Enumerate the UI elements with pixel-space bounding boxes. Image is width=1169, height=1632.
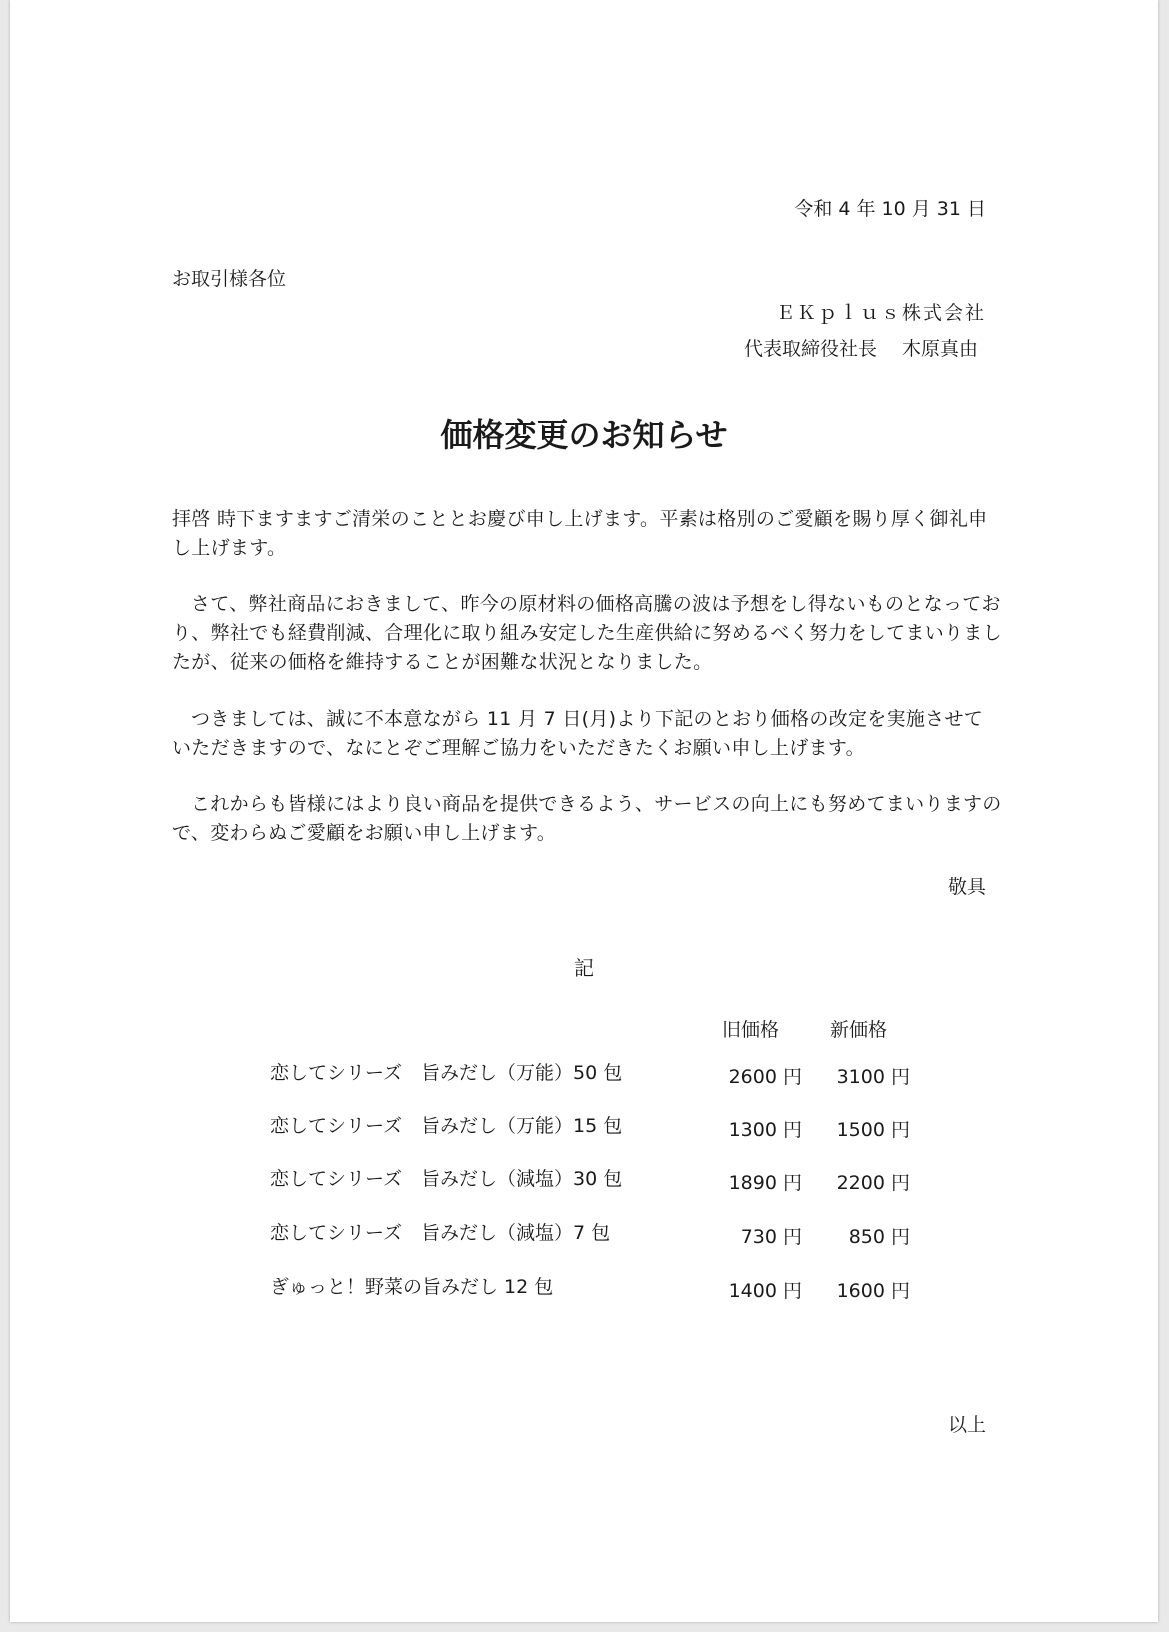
letter-date: 令和 4 年 10 月 31 日 — [794, 198, 986, 220]
old-price: 1300 円 — [728, 1119, 802, 1141]
table-row — [10, 1111, 1158, 1141]
product-name: 恋してシリーズ 旨みだし（減塩）7 包 — [270, 1222, 611, 1244]
paragraph-announcement: つきましては、誠に不本意ながら 11 月 7 日(月)より下記のとおり価格の改定を実施させていただきますので、なにとぞご理解ご協力をいただきたくお願い申し上げます。 — [172, 708, 984, 759]
new-price: 3100 円 — [836, 1066, 910, 1088]
table-row — [10, 1218, 1158, 1248]
product-name: ぎゅっと！野菜の旨みだし 12 包 — [270, 1276, 554, 1298]
new-price: 1500 円 — [836, 1119, 910, 1141]
new-price: 1600 円 — [836, 1280, 910, 1302]
old-price: 1890 円 — [728, 1172, 802, 1194]
old-price: 2600 円 — [728, 1066, 802, 1088]
new-price-header: 新価格 — [830, 1019, 888, 1041]
new-price: 2200 円 — [836, 1172, 910, 1194]
company-name: ＥＫｐｌｕｓ株式会社 — [775, 302, 986, 324]
new-price: 850 円 — [848, 1226, 910, 1248]
paragraph-greeting: 拝啓 時下ますますご清栄のこととお慶び申し上げます。平素は格別のご愛顧を賜り厚く御礼申し上げます。 — [172, 508, 988, 559]
document-title: 価格変更のお知らせ — [440, 416, 728, 454]
table-row — [10, 1272, 1158, 1302]
product-name: 恋してシリーズ 旨みだし（万能）50 包 — [270, 1062, 623, 1084]
paragraph-closing-remark: これからも皆様にはより良い商品を提供できるよう、サービスの向上にも努めてまいりますので、変わらぬご愛顧をお願い申し上げます。 — [172, 793, 1002, 844]
recipient: お取引様各位 — [172, 268, 287, 290]
table-row — [10, 1164, 1158, 1194]
product-name: 恋してシリーズ 旨みだし（減塩）30 包 — [270, 1168, 623, 1190]
document-page — [10, 0, 1158, 1622]
product-name: 恋してシリーズ 旨みだし（万能）15 包 — [270, 1115, 623, 1137]
old-price-header: 旧価格 — [722, 1019, 780, 1041]
table-row — [10, 1058, 1158, 1088]
old-price: 730 円 — [740, 1226, 802, 1248]
representative: 代表取締役社長 木原真由 — [743, 338, 978, 360]
ki-heading: 記 — [574, 956, 594, 980]
paragraph-situation: さて、弊社商品におきまして、昨今の原材料の価格高騰の波は予想をし得ないものとなっており、弊社でも経費削減、合理化に取り組み安定した生産供給に努めるべく努力をしてまいりましたが、従来の価格を維持することが困難な状況となりました。 — [172, 593, 1002, 673]
end-mark: 以上 — [947, 1414, 986, 1436]
old-price: 1400 円 — [728, 1280, 802, 1302]
closing-word: 敬具 — [947, 876, 986, 898]
